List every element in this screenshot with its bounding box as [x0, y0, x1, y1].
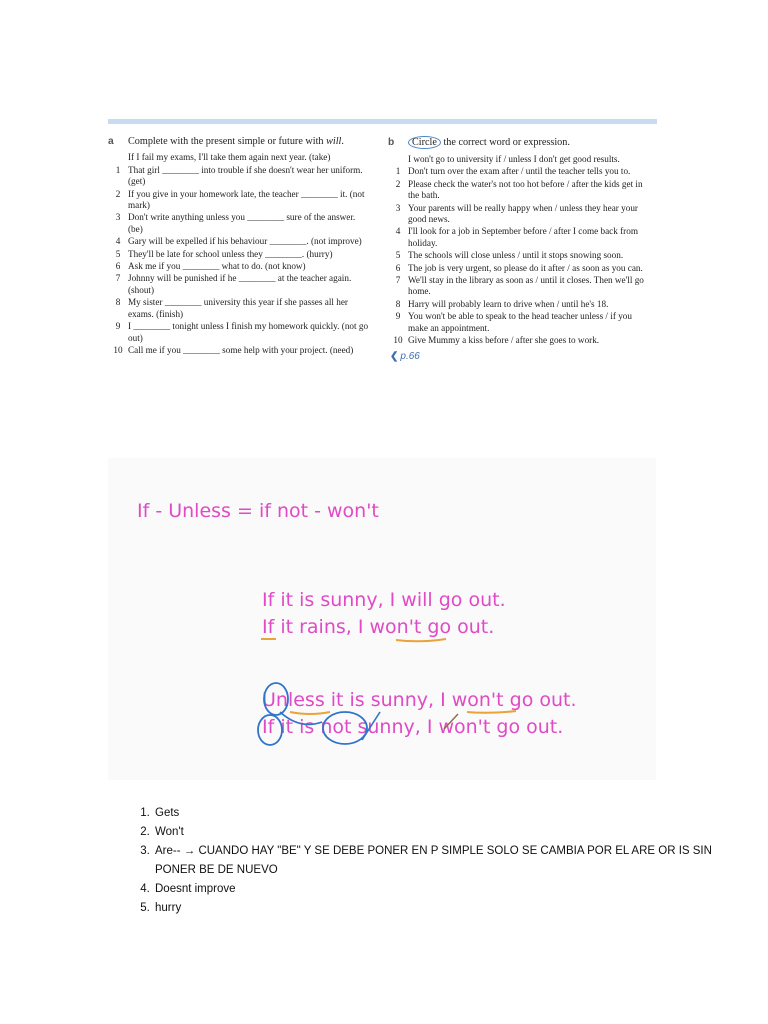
exercise-a-item-text: Don't write anything unless you ________ sure of the answer. (be)	[128, 212, 356, 234]
exercise-b-item-text: Give Mummy a kiss before / after she goes to work.	[408, 335, 600, 346]
exercise-a-item-text: They'll be late for school unless they ________. (hurry)	[128, 248, 333, 259]
exercise-b	[388, 136, 653, 362]
exercise-b-item-number: 9	[395, 311, 401, 322]
answer-item: 2. Won't	[153, 823, 713, 842]
exercise-a-item	[108, 212, 370, 235]
exercise-a-item	[108, 189, 370, 212]
exercise-b-instruction: Circle the correct word or expression.	[408, 136, 570, 149]
exercise-b-item-text: We'll stay in the library as soon as / until it closes. Then we'll go home.	[408, 275, 644, 297]
exercise-b-item	[388, 250, 653, 261]
exercise-b-item-text: Please check the water's not too hot before / after the kids get in the bath.	[408, 178, 643, 201]
exercise-a-item-text: Gary will be expelled if his behaviour ________. (not improve)	[128, 236, 362, 247]
notes-line-4: If it is not sunny, I won't go out.	[262, 716, 564, 738]
exercise-b-item-number: 3	[395, 202, 401, 213]
exercise-a-item-number: 10	[113, 344, 123, 355]
exercise-a-heading	[108, 136, 370, 147]
exercise-a-instruction: Complete with the present simple or future with will.	[128, 136, 344, 147]
exercise-a-item	[108, 297, 370, 320]
exercise-b-item-text: Don't turn over the exam after / until the teacher tells you to.	[408, 166, 631, 177]
exercise-a-item-number: 6	[115, 261, 121, 272]
exercise-a-item-text: Call me if you ________ some help with your project. (need)	[128, 344, 354, 355]
notes-title: If - Unless = if not - won't	[137, 500, 379, 522]
answer-item: 3. Are-- → CUANDO HAY "BE" Y SE DEBE PONER EN P SIMPLE SOLO SE CAMBIA POR EL ARE OR IS SIN PONER BE DE NUEVO	[153, 842, 713, 880]
answers-list	[131, 804, 713, 918]
answer-item: 1. Gets	[153, 804, 713, 823]
exercise-b-example: I won't go to university if / unless I don't get good results.	[408, 154, 620, 164]
exercise-b-item-text: You won't be able to speak to the head teacher unless / if you make an appointment.	[408, 311, 632, 333]
exercise-b-item	[388, 263, 653, 274]
exercise-a-item-number: 7	[115, 273, 121, 284]
exercise-a-item-text: Ask me if you ________ what to do. (not know)	[128, 261, 306, 272]
exercise-a-item-text: My sister ________ university this year if she passes all her exams. (finish)	[128, 297, 348, 319]
exercise-b-item-text: The job is very urgent, so please do it after / as soon as you can.	[408, 262, 643, 273]
exercise-a-example: If I fail my exams, I'll take them again next year. (take)	[128, 152, 331, 163]
exercise-b-item-text: The schools will close unless / until it stops snowing soon.	[408, 250, 624, 261]
exercise-b-item	[388, 335, 653, 346]
exercise-a-letter: a	[108, 136, 114, 147]
exercise-a-item-text: That girl ________ into trouble if she doesn't wear her uniform. (get)	[128, 164, 363, 187]
exercise-b-items	[388, 166, 653, 346]
exercise-a-item	[108, 261, 370, 272]
exercise-b-item-text: I'll look for a job in September before / after I come back from holiday.	[408, 226, 638, 248]
exercise-b-item-number: 2	[395, 178, 401, 189]
exercise-a-item	[108, 249, 370, 260]
exercise-a-item-number: 1	[115, 164, 121, 175]
exercise-b-item	[388, 226, 653, 249]
exercise-a-item	[108, 345, 370, 356]
exercise-b-item-number: 7	[395, 275, 401, 286]
page-reference[interactable]: ❮ p.66	[390, 350, 420, 362]
exercise-b-heading	[388, 136, 653, 149]
exercise-b-item-number: 10	[393, 335, 403, 346]
exercise-b-item-number: 1	[395, 166, 401, 177]
exercise-b-item	[388, 275, 653, 298]
exercise-a	[108, 136, 370, 357]
exercise-b-item	[388, 299, 653, 310]
exercise-b-item	[388, 311, 653, 334]
exercise-a-item	[108, 165, 370, 188]
exercise-b-letter: b	[388, 137, 395, 148]
exercise-b-item-number: 6	[395, 262, 401, 273]
notes-line-3: Unless it is sunny, I won't go out.	[262, 689, 577, 711]
exercise-a-item-number: 4	[115, 236, 121, 247]
exercise-a-item-number: 2	[115, 188, 121, 199]
exercise-a-item	[108, 321, 370, 344]
answer-item: 5. hurry	[153, 899, 713, 918]
exercise-a-item-text: I ________ tonight unless I finish my homework quickly. (not go out)	[128, 321, 369, 343]
notes-line-1: If it is sunny, I will go out.	[262, 589, 506, 611]
exercise-b-item	[388, 179, 653, 202]
exercise-b-item	[388, 166, 653, 177]
header-rule	[108, 119, 657, 124]
exercise-a-item-text: If you give in your homework late, the teacher ________ it. (not mark)	[128, 188, 365, 211]
exercise-b-item-text: Harry will probably learn to drive when / until he's 18.	[408, 298, 609, 309]
exercise-a-item	[108, 273, 370, 296]
notes-line-2: If it rains, I won't go out.	[262, 616, 495, 638]
answer-item: 4. Doesnt improve	[153, 880, 713, 899]
exercise-a-item-number: 5	[115, 248, 121, 259]
exercise-b-item-text: Your parents will be really happy when / unless they hear your good news.	[408, 202, 638, 225]
exercise-a-item-text: Johnny will be punished if he ________ at the teacher again. (shout)	[128, 273, 352, 295]
exercise-a-item	[108, 236, 370, 247]
exercise-b-item-number: 4	[395, 226, 401, 237]
exercise-b-item-number: 5	[395, 250, 401, 261]
arrow-left-icon: ❮	[390, 350, 399, 362]
exercise-b-item-number: 8	[395, 298, 401, 309]
circle-word: Circle	[408, 136, 441, 149]
exercise-b-item	[388, 203, 653, 226]
exercise-a-items	[108, 165, 370, 357]
exercise-a-item-number: 9	[115, 321, 121, 332]
exercise-a-item-number: 8	[115, 297, 121, 308]
exercise-a-item-number: 3	[115, 212, 121, 223]
